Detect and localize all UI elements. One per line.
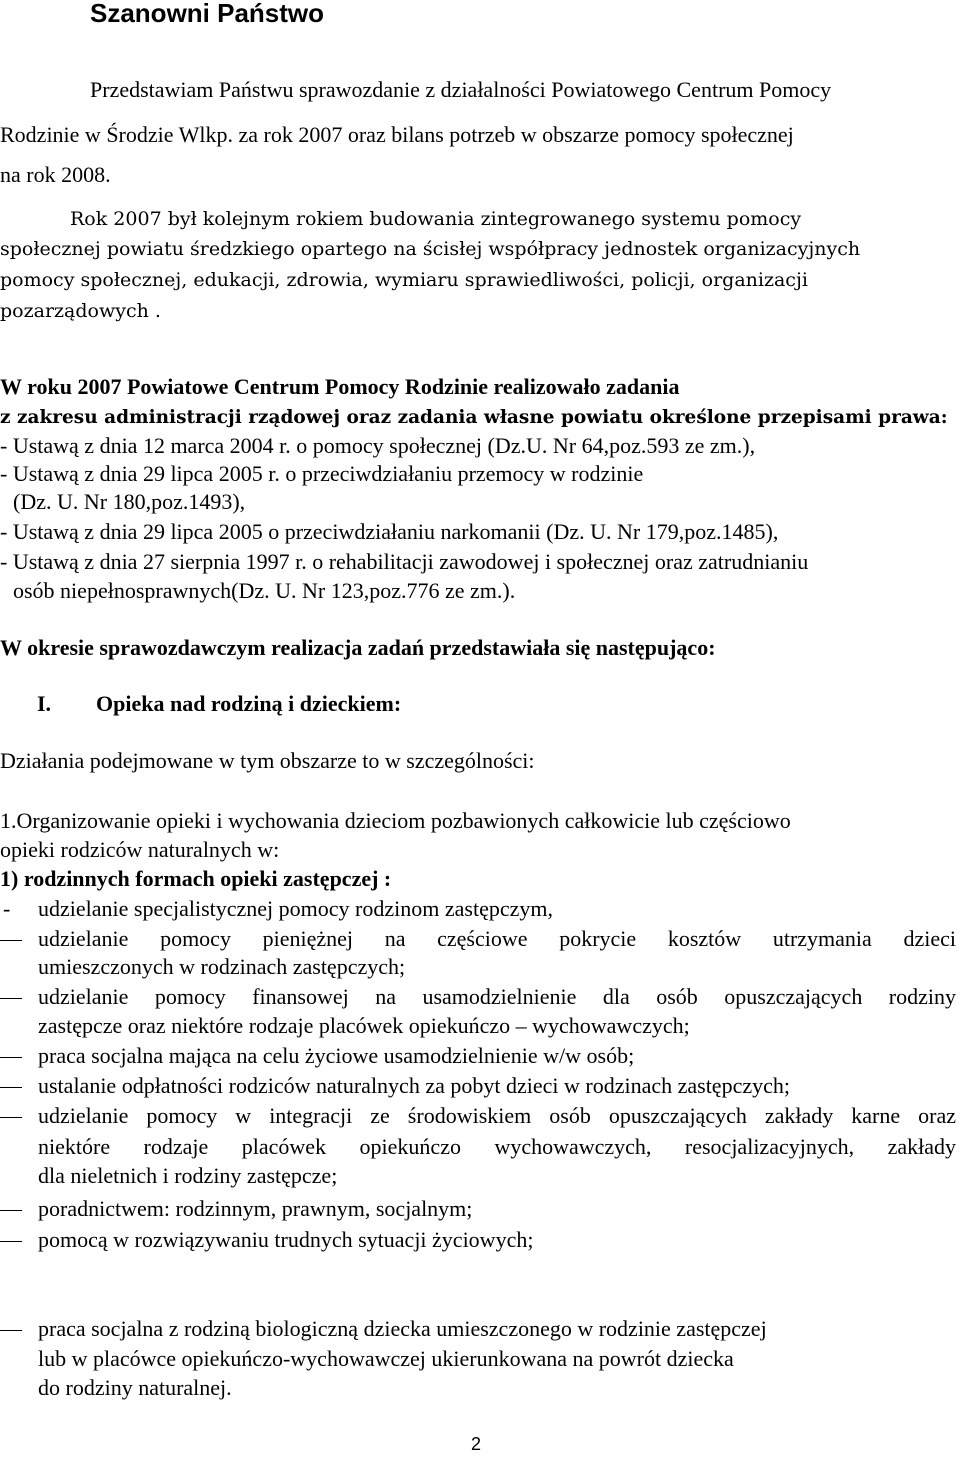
law-line-4: - Ustawą z dnia 29 lipca 2005 o przeciwdziałaniu narkomanii (Dz. U. Nr 179,poz.1485),: [0, 519, 779, 544]
bullet-dash: [0, 1117, 22, 1118]
tasks-line-1: W roku 2007 Powiatowe Centrum Pomocy Rodzinie realizowało zadania: [0, 374, 680, 399]
bullet-text: umieszczonych w rodzinach zastępczych;: [38, 954, 406, 979]
section-number: I.: [37, 691, 52, 716]
intro-line-3: na rok 2008.: [0, 162, 111, 187]
bullet-marker: -: [3, 896, 11, 921]
bullet-text: pomocą w rozwiązywaniu trudnych sytuacji życiowych;: [38, 1227, 534, 1252]
bullet-dash: [0, 1241, 22, 1242]
bullet-text: ustalanie odpłatności rodziców naturalnych za pobyt dzieci w rodzinach zastępczych;: [38, 1073, 790, 1098]
bullet-text: udzielanie pomocy finansowej na usamodzielnienie dla osób opuszczających rodziny: [38, 984, 956, 1009]
bullet-text: udzielanie pomocy pieniężnej na częściowe pokrycie kosztów utrzymania dzieci: [38, 926, 956, 951]
tasks-line-2: z zakresu administracji rządowej oraz zadania własne powiatu określone przepisami prawa:: [0, 407, 948, 428]
para2-line-1: Rok 2007 był kolejnym rokiem budowania zintegrowanego systemu pomocy: [70, 208, 802, 230]
bullet-text: zastępcze oraz niektóre rodzaje placówek opiekuńczo – wychowawczych;: [38, 1013, 690, 1038]
bullet-dash: [0, 1057, 22, 1058]
bullet-text: lub w placówce opiekuńczo-wychowawczej ukierunkowana na powrót dziecka: [38, 1346, 734, 1371]
bullet-dash: [0, 1210, 22, 1211]
section-title: Opieka nad rodziną i dzieckiem:: [96, 691, 402, 716]
item1-line-1: 1.Organizowanie opieki i wychowania dzieciom pozbawionych całkowicie lub częściowo: [0, 808, 791, 833]
bullet-text: poradnictwem: rodzinnym, prawnym, socjalnym;: [38, 1196, 473, 1221]
actions-intro: Działania podejmowane w tym obszarze to w szczególności:: [0, 748, 535, 773]
law-line-1: - Ustawą z dnia 12 marca 2004 r. o pomocy społecznej (Dz.U. Nr 64,poz.593 ze zm.),: [0, 433, 756, 458]
bullet-dash: [0, 940, 22, 941]
bullet-dash: [0, 1330, 22, 1331]
law-line-2: - Ustawą z dnia 29 lipca 2005 r. o przeciwdziałaniu przemocy w rodzinie: [0, 461, 644, 486]
bullet-dash: [0, 1087, 22, 1088]
bullet-text: praca socjalna z rodziną biologiczną dziecka umieszczonego w rodzinie zastępczej: [38, 1316, 767, 1341]
law-line-5: - Ustawą z dnia 27 sierpnia 1997 r. o rehabilitacji zawodowej i społecznej oraz zatrudnianiu: [0, 549, 809, 574]
page-number: 2: [471, 1434, 482, 1454]
law-line-3: (Dz. U. Nr 180,poz.1493),: [13, 489, 246, 514]
item1-line-2: opieki rodziców naturalnych w:: [0, 837, 280, 862]
period-heading: W okresie sprawozdawczym realizacja zadań przedstawiała się następująco:: [0, 635, 716, 660]
sub1-heading: 1) rodzinnych formach opieki zastępczej :: [0, 866, 392, 891]
para2-line-2: społecznej powiatu średzkiego opartego na ścisłej współpracy jednostek organizacyjnych: [0, 238, 861, 260]
bullet-text: udzielanie pomocy w integracji ze środowiskiem osób opuszczających zakłady karne oraz: [38, 1103, 956, 1128]
bullet-text: udzielanie specjalistycznej pomocy rodzinom zastępczym,: [38, 896, 553, 921]
bullet-text: do rodziny naturalnej.: [38, 1375, 232, 1400]
bullet-dash: [0, 998, 22, 999]
intro-line-1: Przedstawiam Państwu sprawozdanie z działalności Powiatowego Centrum Pomocy: [90, 77, 832, 102]
para2-line-4: pozarządowych .: [0, 300, 161, 322]
bullet-text: niektóre rodzaje placówek opiekuńczo wychowawczych, resocjalizacyjnych, zakłady: [38, 1134, 956, 1159]
para2-line-3: pomocy społecznej, edukacji, zdrowia, wymiaru sprawiedliwości, policji, organizacji: [0, 269, 808, 291]
bullet-text: praca socjalna mająca na celu życiowe usamodzielnienie w/w osób;: [38, 1043, 635, 1068]
page-heading: Szanowni Państwo: [90, 0, 325, 28]
law-line-6: osób niepełnosprawnych(Dz. U. Nr 123,poz.776 ze zm.).: [13, 578, 516, 603]
bullet-text: dla nieletnich i rodziny zastępcze;: [38, 1163, 338, 1188]
intro-line-2: Rodzinie w Środzie Wlkp. za rok 2007 oraz bilans potrzeb w obszarze pomocy społecznej: [0, 122, 794, 147]
